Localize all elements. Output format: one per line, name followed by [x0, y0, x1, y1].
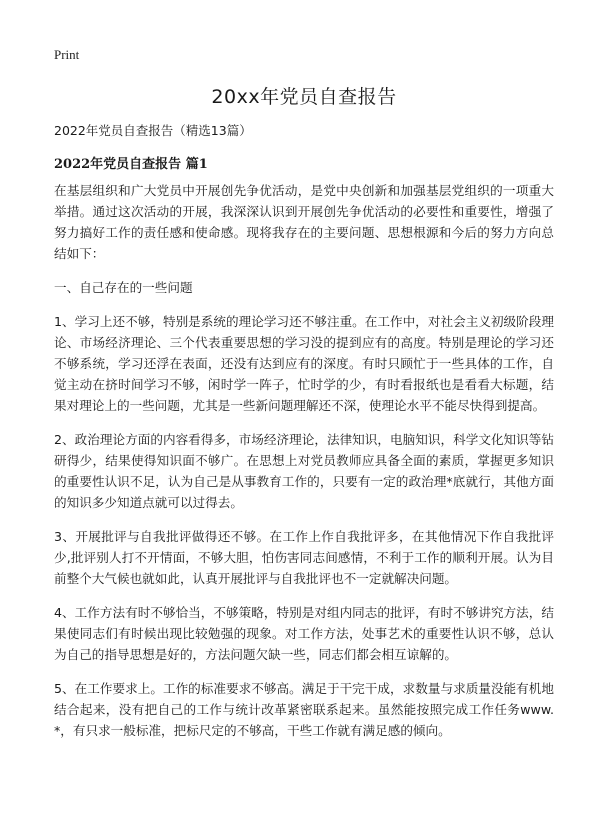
paragraph-item-5: 5、在工作要求上。工作的标准要求不够高。满足于干完干成，求数量与求质量没能有机地结合起来，没有把自己的工作与统计改革紧密联系起来。虽然能按照完成工作任务www.*，有只求一般标准，把标尺定的不够高，干些工作就有满足感的倾向。 — [54, 681, 554, 738]
article-body — [54, 180, 554, 754]
paragraph-item-4: 4、工作方法有时不够恰当，不够策略，特别是对组内同志的批评，有时不够讲究方法，结果使同志们有时候出现比较勉强的现象。对工作方法，处事艺术的重要性认识不够，总认为自己的指导思想是好的，方法问题欠缺一些，同志们都会相互谅解的。 — [54, 605, 554, 662]
intro-paragraph: 在基层组织和广大党员中开展创先争优活动，是党中央创新和加强基层党组织的一项重大举措。通过这次活动的开展，我深深认识到开展创先争优活动的必要性和重要性，增强了努力搞好工作的责任感和使命感。现将我存在的主要问题、思想根源和今后的努力方向总结如下： — [54, 183, 554, 261]
paragraph-item-1: 1、学习上还不够，特别是系统的理论学习还不够注重。在工作中，对社会主义初级阶段理论、市场经济理论、三个代表重要思想的学习没的提到应有的高度。特别是理论的学习还不够系统，学习还浮在表面，还没有达到应有的深度。有时只顾忙于一些具体的工作，自觉主动在挤时间学习不够，闲时学一阵子，忙时学的少，有时看报纸也是看看大标题，结果对理论上的一些问题，尤其是一些新问题理解还不深，使理论水平不能尽快得到提高。 — [54, 314, 554, 413]
paragraph-item-3: 3、开展批评与自我批评做得还不够。在工作上作自我批评多，在其他情况下作自我批评少,批评别人打不开情面，不够大胆，怕伤害同志间感情，不利于工作的顺利开展。认为目前整个大气候也就如此，认真开展批评与自我批评也不一定就解决问题。 — [54, 529, 554, 586]
article-heading: 2022年党员自查报告 篇1 — [54, 157, 208, 172]
paragraph-item-2: 2、政治理论方面的内容看得多，市场经济理论，法律知识，电脑知识，科学文化知识等钻研得少，结果使得知识面不够广。在思想上对党员教师应具备全面的素质，掌握更多知识的重要性认识不足，认为自己是从事教育工作的，只要有一定的政治理*底就行，其他方面的知识多少知道点就可以过得去。 — [54, 432, 554, 510]
document-title: 20xx年党员自查报告 — [211, 86, 397, 108]
document-subtitle: 2022年党员自查报告（精选13篇） — [54, 123, 252, 138]
section-heading: 一、自己存在的一些问题 — [54, 280, 193, 295]
print-link[interactable]: Print — [54, 47, 80, 62]
